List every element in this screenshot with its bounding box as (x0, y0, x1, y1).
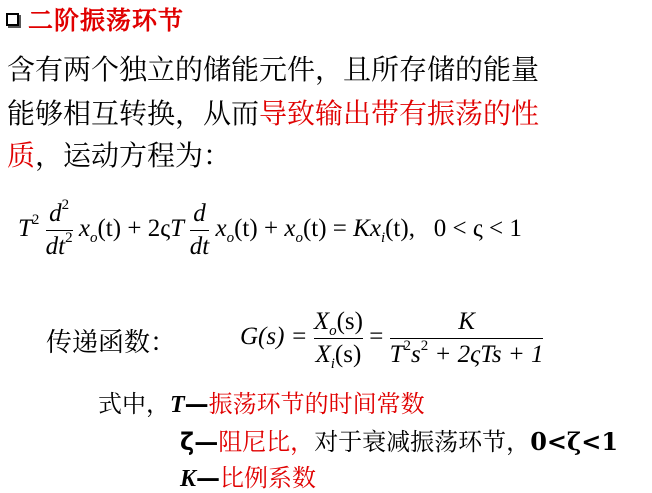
definition-K (180, 458, 316, 493)
eq-arg-3: (t) (302, 215, 327, 243)
tf-expression (390, 308, 544, 369)
tf-Xo-sub: o (329, 323, 337, 339)
tf-den-T: T (389, 341, 404, 368)
tf-lhs: G(s) = (240, 323, 308, 351)
intro-line-2 (7, 94, 539, 134)
def-T-text: 振荡环节的时间常数 (208, 390, 425, 418)
def-zeta-symbol: ζ (180, 428, 195, 456)
eq-condition: 0 < ς < 1 (433, 215, 522, 243)
eq-plus-1: + (127, 215, 142, 243)
def-K-text: 比例系数 (220, 464, 317, 492)
eq-dt-den: dt (189, 233, 210, 260)
eq-T: T (18, 215, 32, 243)
intro-highlight-2: 质 (7, 139, 36, 172)
eq-plus-2: + (263, 215, 279, 243)
tf-Xi: X (315, 341, 331, 368)
definition-T (98, 384, 425, 419)
eq-comma: , (408, 215, 415, 243)
eq-2zeta: 2ς (147, 215, 171, 243)
tf-ratio (313, 308, 363, 372)
def-T-dash: — (184, 389, 209, 418)
tf-Xi-sub: i (330, 356, 335, 372)
eq-x3: x (284, 215, 296, 243)
eq-first-derivative (190, 200, 209, 261)
eq-d2-num: d (49, 200, 62, 227)
section-title: 二阶振荡环节 (28, 6, 185, 35)
tf-den-s: s (411, 341, 421, 368)
eq-d2-exp: 2 (61, 197, 70, 213)
eq-x2: x (215, 215, 227, 243)
intro-text-2: 能够相互转换，从而 (7, 97, 260, 130)
tf-K: K (458, 308, 475, 335)
def-zeta-dash: — (194, 427, 219, 456)
tf-Xo: X (313, 308, 330, 335)
transfer-function-label: 传递函数： (46, 328, 177, 358)
eq-arg-1: (t) (97, 215, 122, 243)
eq-dt2-exp: 2 (65, 230, 73, 246)
eq-dt2-den: dt (45, 233, 66, 260)
def-zeta-range: 0<ζ<1 (530, 427, 619, 456)
square-bullet-icon (6, 13, 19, 26)
eq-x3-sub: o (295, 230, 303, 247)
def-zeta-text: 阻尼比， (218, 428, 315, 456)
def-K-dash: — (196, 463, 221, 492)
eq-T2: T (170, 215, 184, 243)
section-heading (6, 2, 184, 36)
eq-x1: x (78, 215, 90, 243)
eq-equals: = (332, 215, 347, 243)
eq-x2-sub: o (226, 230, 235, 247)
tf-den-T-exp: 2 (403, 338, 411, 354)
eq-second-derivative (45, 197, 73, 261)
eq-Kx: Kx (353, 215, 381, 243)
intro-highlight-1: 导致输出带有振荡的性 (259, 97, 540, 130)
tf-Xo-arg: (s) (336, 308, 363, 335)
eq-arg-4: (t) (385, 215, 409, 243)
motion-equation (18, 197, 522, 261)
eq-arg-2: (t) (234, 215, 258, 243)
intro-line-1 (7, 50, 539, 90)
eq-d-num: d (193, 200, 206, 227)
eq-x1-sub: o (89, 230, 98, 247)
tf-Xi-arg: (s) (334, 341, 362, 368)
eq-Kx-sub: i (380, 230, 386, 247)
tf-den-rest: + 2ςTs + 1 (428, 341, 544, 368)
transfer-function-formula (240, 308, 544, 372)
def-zeta-note: 对于衰减振荡环节， (314, 428, 531, 456)
tf-equals: = (369, 323, 384, 351)
definitions-prefix: 式中， (98, 390, 170, 418)
def-K-symbol: K (180, 466, 197, 492)
intro-line-3 (7, 136, 231, 176)
eq-T-exp: 2 (31, 212, 40, 229)
def-T-symbol: T (170, 392, 185, 418)
definition-zeta (180, 422, 618, 457)
tf-den-s-exp: 2 (420, 338, 429, 354)
intro-text-3: ，运动方程为： (35, 139, 232, 172)
intro-text-1: 含有两个独立的储能元件，且所存储的能量 (7, 53, 540, 86)
